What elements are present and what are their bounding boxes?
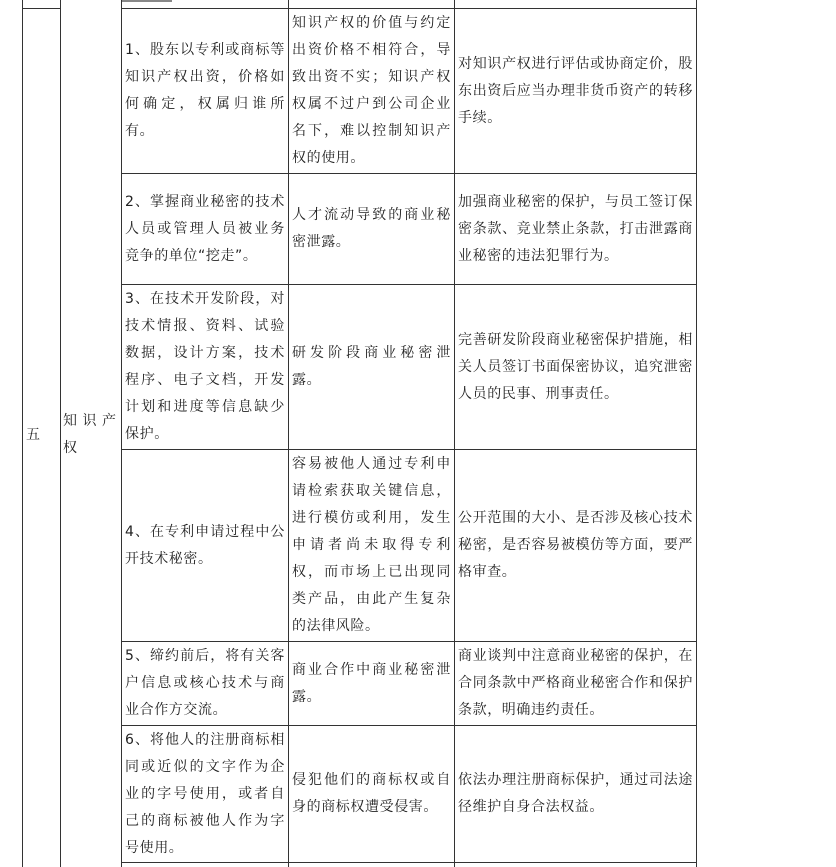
table-row-4-risk: 容易被他人通过专利申请检索获取关键信息，进行模仿或利用，发生申请者尚未取得专利权，而市场上已出现同类产品，由此产生复杂的法律风险。 bbox=[292, 456, 451, 634]
clipped-text-fragment bbox=[122, 0, 172, 2]
grid-line bbox=[60, 0, 61, 867]
grid-line bbox=[454, 0, 455, 867]
table-row-2-issue: 2、掌握商业秘密的技术人员或管理人员被业务竞争的单位“挖走”。 bbox=[125, 193, 285, 264]
table-row-1-measure: 对知识产权进行评估或协商定价，股东出资后应当办理非货币资产的转移手续。 bbox=[458, 55, 693, 126]
table-row-1-risk: 知识产权的价值与约定出资价格不相符合，导致出资不实；知识产权权属不过户到公司企业名下，难以控制知识产权的使用。 bbox=[292, 15, 451, 166]
table-row-2-measure: 加强商业秘密的保护，与员工签订保密条款、竞业禁止条款，打击泄露商业秘密的违法犯罪行为。 bbox=[458, 193, 693, 264]
category-name-cell bbox=[62, 9, 120, 861]
table-row-5-measure: 商业谈判中注意商业秘密的保护，在合同条款中严格商业秘密合作和保护条款，明确违约责任。 bbox=[458, 648, 693, 718]
category-name: 知识产权 bbox=[63, 413, 120, 456]
table-row-6-issue: 6、将他人的注册商标相同或近似的文字作为企业的字号使用，或者自己的商标被他人作为字号使用。 bbox=[125, 731, 285, 856]
table-row-3-risk: 研发阶段商业秘密泄露。 bbox=[292, 345, 451, 388]
grid-line bbox=[696, 0, 697, 867]
table-row-4-issue: 4、在专利申请过程中公开技术秘密。 bbox=[125, 523, 285, 567]
table-row-5-risk: 商业合作中商业秘密泄露。 bbox=[292, 661, 451, 705]
table-row-3-issue: 3、在技术开发阶段，对技术情报、资料、试验数据，设计方案，技术程序、电子文档，开发计划和进度等信息缺少保护。 bbox=[125, 291, 285, 442]
table-row-6-measure: 依法办理注册商标保护，通过司法途径维护自身合法权益。 bbox=[458, 772, 693, 815]
grid-line bbox=[288, 0, 289, 867]
grid-line bbox=[22, 0, 23, 867]
grid-line bbox=[121, 862, 697, 863]
table-row-4-measure: 公开范围的大小、是否涉及核心技术秘密，是否容易被模仿等方面，要严格审查。 bbox=[458, 510, 693, 580]
table-row-2-risk: 人才流动导致的商业秘密泄露。 bbox=[292, 207, 451, 250]
table-row-5-issue: 5、缔约前后，将有关客户信息或核心技术与商业合作方交流。 bbox=[125, 648, 285, 718]
category-number-cell bbox=[24, 9, 60, 861]
table-row-3-measure: 完善研发阶段商业秘密保护措施，相关人员签订书面保密协议，追究泄密人员的民事、刑事责任。 bbox=[458, 331, 693, 402]
table-row-1-issue: 1、股东以专利或商标等知识产权出资，价格如何确定，权属归谁所有。 bbox=[125, 42, 285, 139]
grid-line bbox=[121, 0, 122, 867]
category-number: 五 bbox=[26, 426, 41, 443]
table-row-6-risk: 侵犯他们的商标权或自身的商标权遭受侵害。 bbox=[292, 772, 451, 815]
